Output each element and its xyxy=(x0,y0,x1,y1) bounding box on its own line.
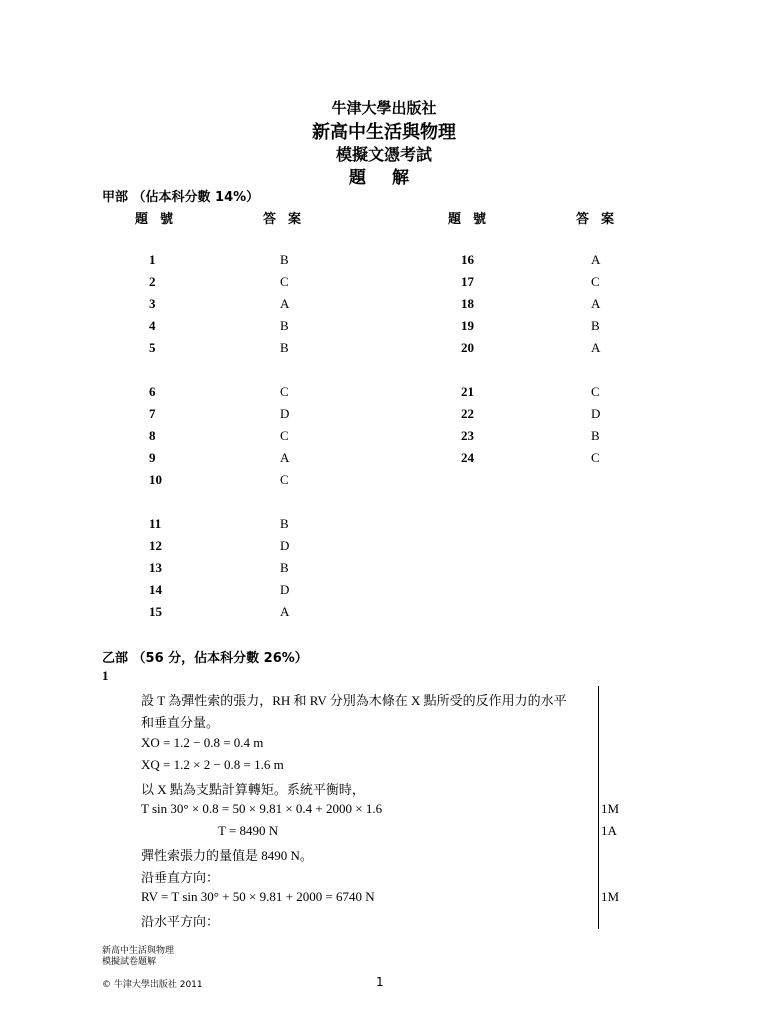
left-question-header: 題號 xyxy=(135,212,186,227)
answer-cell: B xyxy=(280,252,289,267)
answer-cell: A xyxy=(591,296,601,311)
answer-cell: C xyxy=(280,384,289,399)
answer-cell: B xyxy=(280,560,289,575)
answer-cell: D xyxy=(280,406,290,421)
question-number-cell: 17 xyxy=(461,274,474,289)
question-number-cell: 21 xyxy=(461,384,474,399)
answer-cell: C xyxy=(280,274,289,289)
answer-cell: C xyxy=(280,472,289,487)
mark-label: 1M xyxy=(601,889,620,904)
question-number: 1 xyxy=(102,668,109,683)
solution-line: T sin 30° × 0.8 = 50 × 9.81 × 0.4 + 2000 × 1.6 xyxy=(141,801,383,816)
question-number-cell: 11 xyxy=(149,516,162,531)
answer-cell: A xyxy=(280,604,290,619)
question-number-cell: 3 xyxy=(149,296,156,311)
answer-cell: C xyxy=(280,428,289,443)
answer-cell: A xyxy=(591,340,601,355)
solution-line: 沿垂直方向： xyxy=(141,870,220,885)
left-answer-header: 答案 xyxy=(263,212,314,227)
solution-line: XQ = 1.2 × 2 − 0.8 = 1.6 m xyxy=(141,757,284,772)
solution-line: 以 X 點為支點計算轉矩。系統平衡時， xyxy=(141,782,365,797)
section-b-heading: 乙部 （56 分，佔本科分數 26%） xyxy=(102,651,308,666)
mark-label: 1A xyxy=(601,823,617,838)
right-answer-header: 答案 xyxy=(576,212,627,227)
answer-cell: D xyxy=(591,406,601,421)
question-number-cell: 10 xyxy=(149,472,162,487)
question-number-cell: 24 xyxy=(461,450,474,465)
answer-cell: A xyxy=(280,450,290,465)
question-number-cell: 15 xyxy=(149,604,162,619)
exam-subtitle: 模擬文憑考試 xyxy=(335,145,432,164)
question-number-cell: 9 xyxy=(149,450,156,465)
question-number-cell: 20 xyxy=(461,340,474,355)
question-number-cell: 1 xyxy=(149,252,156,267)
question-number-cell: 2 xyxy=(149,274,156,289)
marking-divider xyxy=(598,686,599,929)
solution-line: 彈性索張力的量值是 8490 N。 xyxy=(141,848,313,863)
question-number-cell: 4 xyxy=(149,318,156,333)
answer-cell: B xyxy=(591,428,600,443)
question-number-cell: 18 xyxy=(461,296,474,311)
footer-doc: 模擬試卷題解 xyxy=(102,957,157,967)
question-number-cell: 19 xyxy=(461,318,474,333)
question-number-cell: 6 xyxy=(149,384,156,399)
question-number-cell: 12 xyxy=(149,538,162,553)
question-number-cell: 14 xyxy=(149,582,162,597)
answer-cell: A xyxy=(280,296,290,311)
answer-cell: C xyxy=(591,384,600,399)
solution-line: 沿水平方向： xyxy=(141,914,220,929)
solution-line: T = 8490 N xyxy=(218,823,279,838)
solution-line: RV = T sin 30° + 50 × 9.81 + 2000 = 6740 N xyxy=(141,889,375,904)
solution-line: XO = 1.2 − 0.8 = 0.4 m xyxy=(141,735,264,750)
section-a-heading: 甲部 （佔本科分數 14%） xyxy=(102,190,260,205)
answer-cell: A xyxy=(591,252,601,267)
answer-cell: B xyxy=(591,318,600,333)
question-number-cell: 7 xyxy=(149,406,156,421)
solution-line: 和垂直分量。 xyxy=(141,715,220,730)
footer-copyright: © 牛津大學出版社 2011 xyxy=(102,980,203,990)
answer-cell: B xyxy=(280,516,289,531)
publisher-heading: 牛津大學出版社 xyxy=(331,99,437,117)
book-title: 新高中生活與物理 xyxy=(312,122,456,143)
question-number-cell: 5 xyxy=(149,340,156,355)
question-number-cell: 8 xyxy=(149,428,156,443)
solution-line: 設 T 為彈性索的張力，RH 和 RV 分別為木條在 X 點所受的反作用力的水平 xyxy=(141,693,567,708)
answer-cell: D xyxy=(280,582,290,597)
answer-cell: C xyxy=(591,450,600,465)
answer-cell: C xyxy=(591,274,600,289)
question-number-cell: 22 xyxy=(461,406,474,421)
question-number-cell: 23 xyxy=(461,428,474,443)
right-question-header: 題號 xyxy=(448,212,499,227)
mark-label: 1M xyxy=(601,801,620,816)
footer-book: 新高中生活與物理 xyxy=(102,946,175,956)
page-number: 1 xyxy=(376,975,384,989)
answers-heading: 題 解 xyxy=(349,168,419,188)
answer-cell: B xyxy=(280,318,289,333)
answer-cell: B xyxy=(280,340,289,355)
question-number-cell: 16 xyxy=(461,252,474,267)
answer-cell: D xyxy=(280,538,290,553)
question-number-cell: 13 xyxy=(149,560,162,575)
